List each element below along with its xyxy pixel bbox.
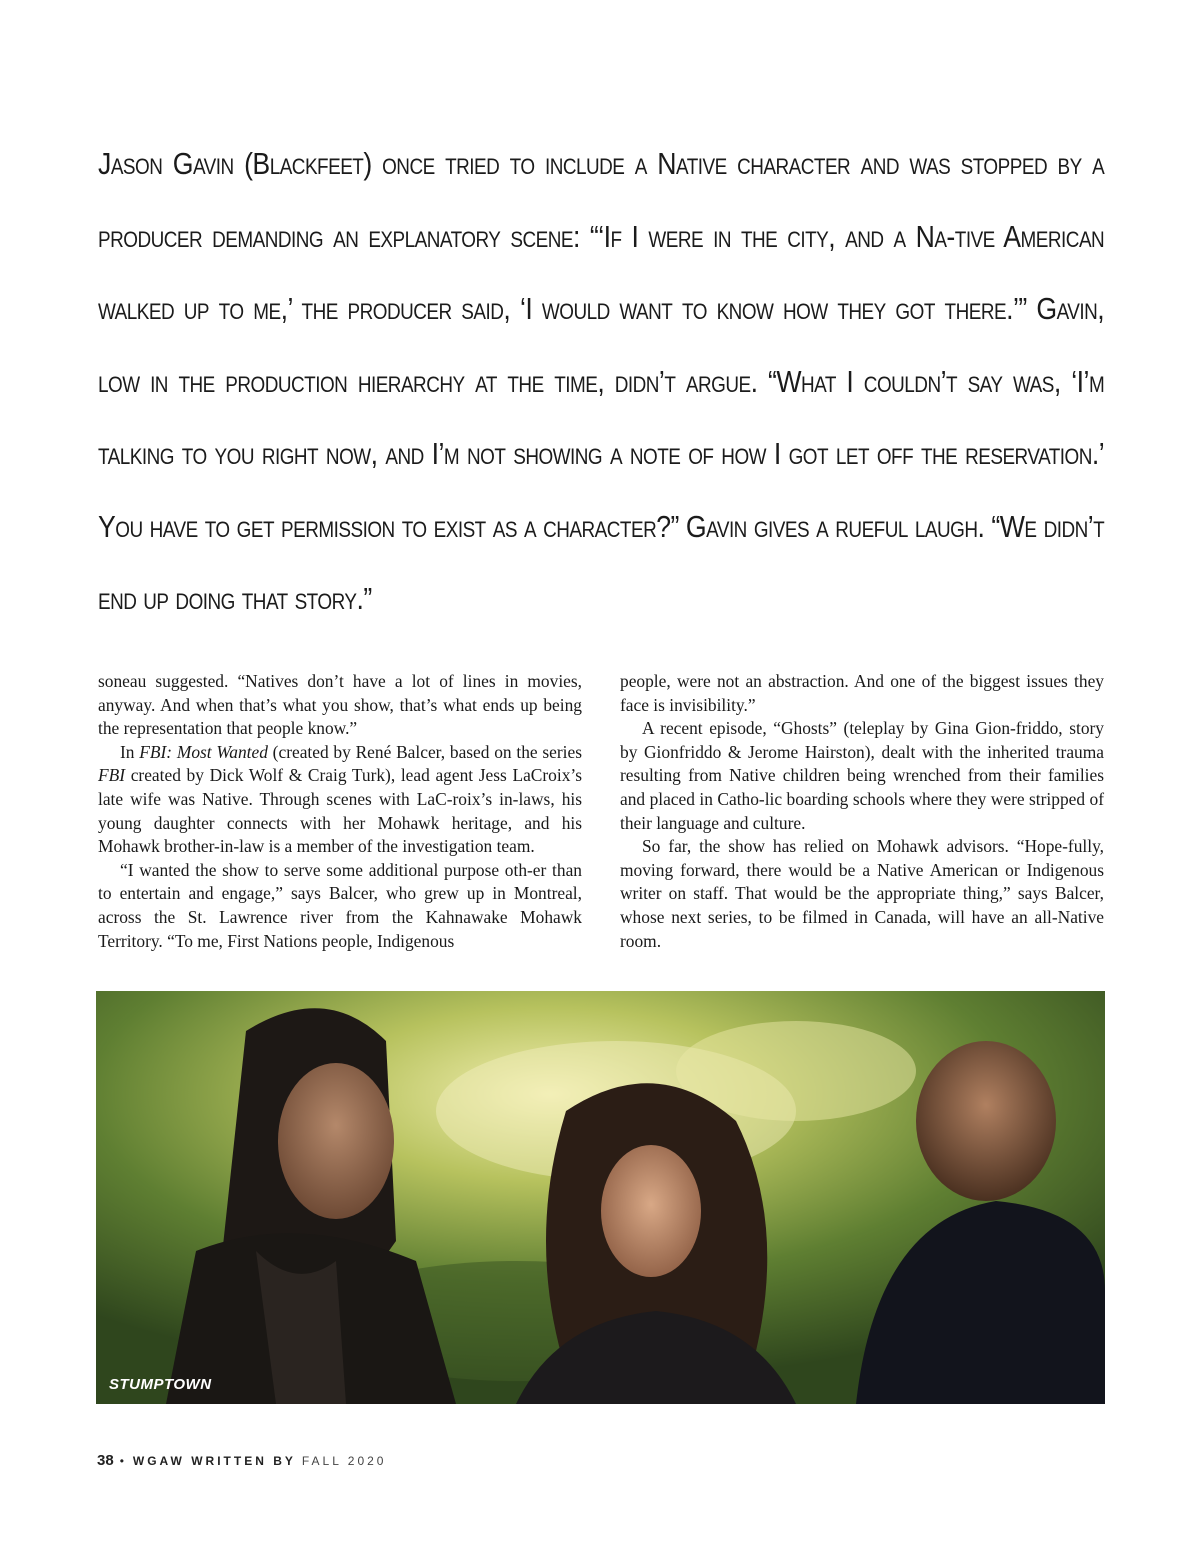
paragraph: people, were not an abstraction. And one of the biggest issues they face is invisibility.” bbox=[620, 671, 1104, 715]
paragraph: So far, the show has relied on Mohawk advisors. “Hope-fully, moving forward, there would be a Native American or Indigenous writer on staff. That would be the appropriate thing,” says Balcer, whose next series, to be filmed in Canada, will have an all-Native room. bbox=[620, 836, 1104, 951]
article-column-left bbox=[98, 670, 582, 980]
show-title: FBI bbox=[98, 765, 126, 786]
article-body bbox=[98, 670, 1104, 980]
photo-caption: STUMPTOWN bbox=[109, 1376, 212, 1393]
magazine-name: WGAW WRITTEN BY bbox=[132, 1454, 296, 1468]
text-run: (created by René Balcer, based on the series bbox=[267, 741, 582, 762]
article-photo bbox=[96, 991, 1105, 1404]
footer-separator: • bbox=[119, 1454, 127, 1468]
paragraph: A recent episode, “Ghosts” (teleplay by Gina Gion-friddo, story by Gionfriddo & Jerome Hairston), dealt with the inherited trauma resulting from Native children being wrenched from their families and placed in Catho-lic boarding schools where they were stripped of their language and culture. bbox=[620, 718, 1104, 833]
paragraph: “I wanted the show to serve some additional purpose oth-er than to entertain and engage,” says Balcer, who grew up in Montreal, across the St. Lawrence river from the Kahnawake Mohawk Territory. “To me, First Nations people, Indigenous bbox=[98, 859, 582, 951]
text-run: created by Dick Wolf & Craig Turk), lead agent Jess LaCroix’s late wife was Native. Through scenes with LaC-roix’s in-laws, his young daughter connects with her Mohawk heritage, and his Mohawk brother-in-law is a member of the investigation team. bbox=[98, 765, 582, 857]
text-run: In bbox=[120, 741, 140, 762]
article-column-right bbox=[620, 670, 1104, 980]
photo-illustration bbox=[96, 991, 1105, 1404]
paragraph bbox=[98, 741, 582, 859]
show-title: FBI: Most Wanted bbox=[139, 741, 268, 762]
paragraph: soneau suggested. “Natives don’t have a lot of lines in movies, anyway. And when that’s what you show, that’s what ends up being the representation that people know.” bbox=[98, 671, 582, 739]
page-footer bbox=[97, 1452, 386, 1469]
page-number: 38 bbox=[97, 1452, 114, 1469]
issue-season: FALL 2020 bbox=[301, 1454, 387, 1468]
pull-quote: Jason Gavin (Blackfeet) once tried to include a Native character and was stopped by a producer demanding an explanatory scene: “‘If I were in the city, and a Na-tive American walked up to me,’ the producer said, ‘I would want to know how they got there.’” Gavin, low in the production hierarchy at the time, didn’t argue. “What I couldn’t say was, ‘I’m talking to you right now, and I’m not showing a note of how I got let off the reservation.’ You have to get permission to exist as a character?” Gavin gives a rueful laugh. “We didn’t end up doing that story.” bbox=[98, 146, 1105, 616]
